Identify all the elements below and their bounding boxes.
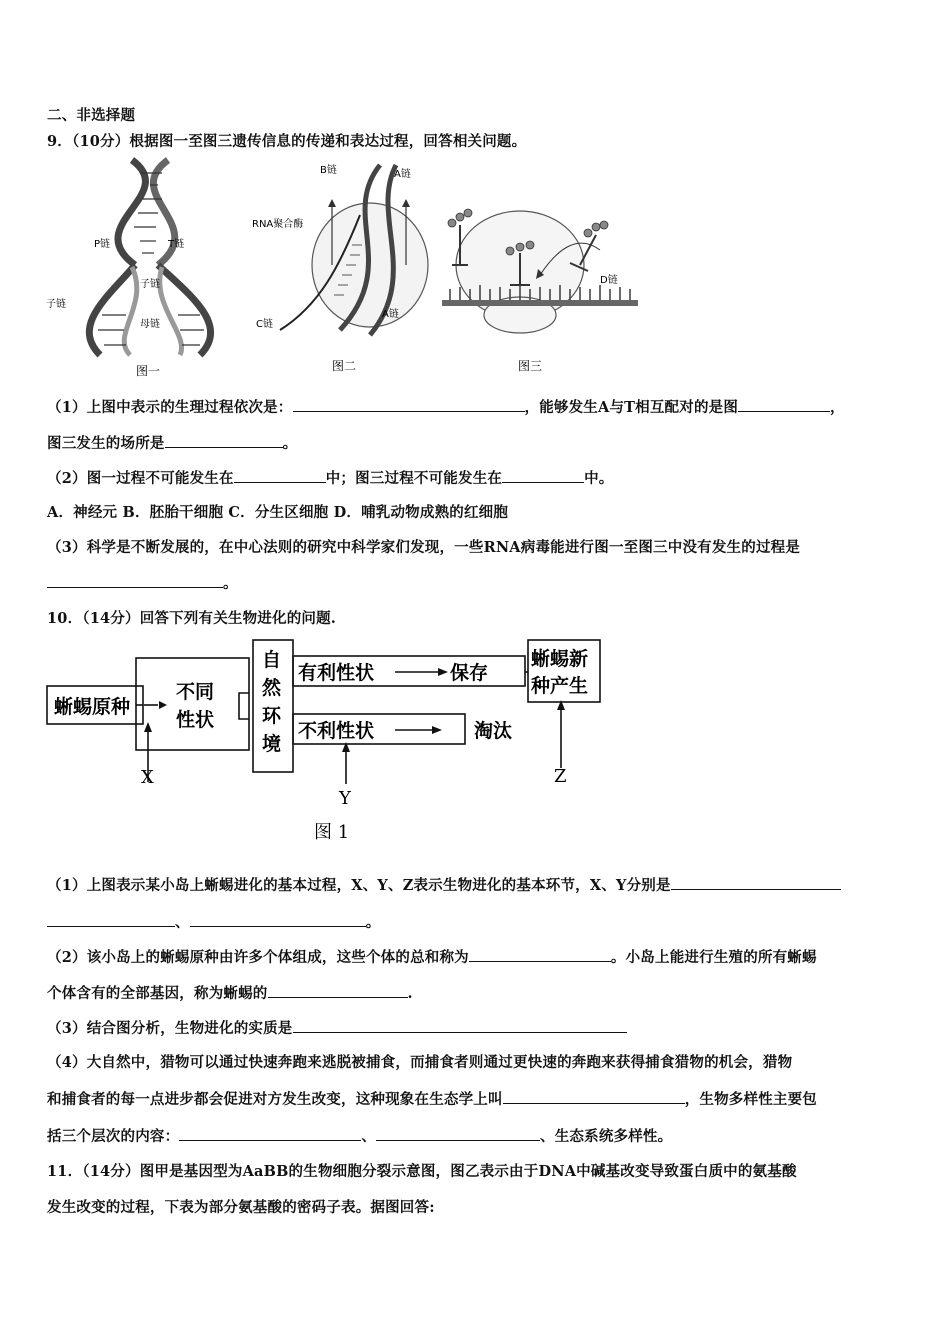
- section-title: 二、非选择题: [47, 107, 136, 124]
- q10-sub2-line2: [47, 982, 413, 1003]
- fig3-caption: 图三: [518, 359, 543, 373]
- arrow-head: [144, 722, 152, 732]
- answer-blank[interactable]: [179, 1126, 361, 1141]
- q10-sub1-text-a: （1）上图表示某小岛上蜥蜴进化的基本过程，X、Y、Z表示生物进化的基本环节，X、Y分别是: [47, 877, 671, 894]
- label-a-chain-bottom: A链: [382, 309, 399, 320]
- label-eliminate: 淘汰: [474, 720, 513, 742]
- q10-sub1-text-b: 、: [175, 914, 190, 931]
- arrow-head: [432, 726, 442, 734]
- q9-sub3-line2: [47, 572, 238, 593]
- answer-blank[interactable]: [738, 397, 830, 412]
- label-env-1: 自: [262, 649, 282, 671]
- fig3-translation: [442, 209, 638, 373]
- answer-blank[interactable]: [47, 912, 175, 927]
- q10-sub2-line1: [47, 946, 817, 967]
- q9-sub2: [47, 467, 614, 488]
- label-good-traits: 有利性状: [298, 662, 375, 684]
- q9-sub1-text-e: 。: [282, 435, 298, 452]
- q9-sub2-text-b: 中；图三过程不可能发生在: [325, 470, 503, 487]
- label-new-species-2: 种产生: [531, 675, 589, 697]
- label-rna-polymerase: RNA聚合酶: [252, 219, 304, 230]
- answer-blank[interactable]: [502, 468, 584, 483]
- fig2-caption: 图二: [332, 359, 357, 373]
- q9-options: A．神经元 B．胚胎干细胞 C．分生区细胞 D．哺乳动物成熟的红细胞: [47, 504, 509, 521]
- label-d-chain: D链: [600, 275, 618, 286]
- answer-blank[interactable]: [376, 1126, 540, 1141]
- label-x: X: [141, 767, 154, 788]
- q9-sub3-text-b: 。: [223, 575, 238, 592]
- answer-blank[interactable]: [234, 468, 326, 483]
- answer-blank[interactable]: [293, 397, 525, 412]
- label-env-2: 然: [262, 677, 282, 699]
- label-t-chain: T链: [168, 239, 185, 250]
- q10-sub2-text-b: 。小岛上能进行生殖的所有蜥蜴: [610, 949, 817, 966]
- label-b-chain: B链: [320, 165, 337, 176]
- q9-figures: [40, 155, 660, 380]
- q10-sub4-text-c: ，生物多样性主要包: [684, 1091, 818, 1108]
- fig2-transcription: [252, 163, 428, 373]
- q10-sub2-text-c: 个体含有的全部基因，称为蜥蜴的: [47, 985, 268, 1002]
- label-a-chain-top: A链: [394, 169, 411, 180]
- answer-blank[interactable]: [268, 983, 408, 998]
- label-child-chain-1: 子链: [46, 299, 66, 310]
- label-env-3: 环: [262, 705, 282, 727]
- q10-evolution-diagram: [44, 636, 614, 848]
- label-bad-traits: 不利性状: [298, 720, 375, 742]
- label-new-species-1: 蜥蜴新: [531, 648, 589, 670]
- answer-blank[interactable]: [671, 875, 841, 890]
- q10-sub1-text-c: 。: [365, 914, 381, 931]
- q10-sub4-line3: [47, 1125, 672, 1146]
- q10-sub4-text-e: 、: [361, 1128, 377, 1145]
- label-keep: 保存: [450, 662, 489, 684]
- fig1-dna-replication: [46, 160, 211, 378]
- label-mother-chain: 母链: [140, 319, 160, 330]
- q9-sub1-text-b: ，能够发生A与T相互配对的是图: [524, 399, 739, 416]
- q11-line1: 11．（14分）图甲是基因型为AaBB的生物细胞分裂示意图，图乙表示由于DNA中碱基改变导致蛋白质中的氨基酸: [47, 1163, 797, 1180]
- fig1-caption: 图一: [136, 364, 161, 378]
- q9-stem: 9．（10分）根据图一至图三遗传信息的传递和表达过程，回答相关问题。: [47, 133, 527, 150]
- q9-sub1-text-a: （1）上图中表示的生理过程依次是：: [47, 399, 293, 416]
- label-c-chain: C链: [256, 319, 273, 330]
- q9-sub2-text-a: （2）图一过程不可能发生在: [47, 470, 234, 487]
- arrow-head: [438, 668, 448, 676]
- answer-blank[interactable]: [47, 573, 223, 588]
- q9-sub1-line1: [47, 396, 845, 417]
- arrow-head: [159, 701, 167, 709]
- answer-blank[interactable]: [293, 1018, 627, 1033]
- fig-caption: 图 1: [314, 822, 350, 843]
- label-env-4: 境: [262, 733, 282, 755]
- q10-sub4-line2: [47, 1088, 817, 1109]
- q9-sub1-text-d: 图三发生的场所是: [47, 435, 165, 452]
- label-p-chain: P链: [94, 239, 111, 250]
- q10-sub1-line1: [47, 874, 841, 895]
- q9-sub3-line1: （3）科学是不断发展的，在中心法则的研究中科学家们发现，一些RNA病毒能进行图一至图三中没有发生的过程是: [47, 539, 801, 556]
- box-different-traits: [136, 658, 249, 750]
- answer-blank[interactable]: [503, 1089, 685, 1104]
- label-y: Y: [339, 788, 351, 809]
- answer-blank[interactable]: [190, 912, 366, 927]
- q10-stem: 10．（14分）回答下列有关生物进化的问题.: [47, 610, 337, 627]
- q9-sub2-text-c: 中。: [584, 470, 614, 487]
- q10-sub4-text-d: 括三个层次的内容：: [47, 1128, 180, 1145]
- label-different-1: 不同: [176, 681, 215, 703]
- label-child-chain-2: 子链: [140, 279, 160, 290]
- answer-blank[interactable]: [469, 947, 611, 962]
- q10-sub2-text-a: （2）该小岛上的蜥蜴原种由许多个体组成，这些个体的总和称为: [47, 949, 469, 966]
- q10-sub2-text-d: .: [407, 985, 413, 1002]
- q9-sub1-line2: [47, 432, 297, 453]
- q10-sub4-text-b: 和捕食者的每一点进步都会促进对方发生改变，这种现象在生态学上叫: [47, 1091, 503, 1108]
- label-original-species: 蜥蜴原种: [54, 696, 131, 718]
- q10-sub3-text-a: （3）结合图分析，生物进化的实质是: [47, 1020, 293, 1037]
- q10-sub1-line2: [47, 911, 380, 932]
- q9-sub1-text-c: ，: [830, 399, 845, 416]
- q11-line2: 发生改变的过程，下表为部分氨基酸的密码子表。据图回答:: [47, 1199, 435, 1216]
- q10-sub4-line1: （4）大自然中，猎物可以通过快速奔跑来逃脱被捕食，而捕食者则通过更快速的奔跑来获得捕食猎物的机会，猎物: [47, 1054, 793, 1071]
- label-different-2: 性状: [176, 709, 215, 731]
- q10-sub4-text-f: 、生态系统多样性。: [540, 1128, 673, 1145]
- label-z: Z: [554, 766, 567, 787]
- answer-blank[interactable]: [165, 433, 283, 448]
- q10-sub3: [47, 1017, 627, 1038]
